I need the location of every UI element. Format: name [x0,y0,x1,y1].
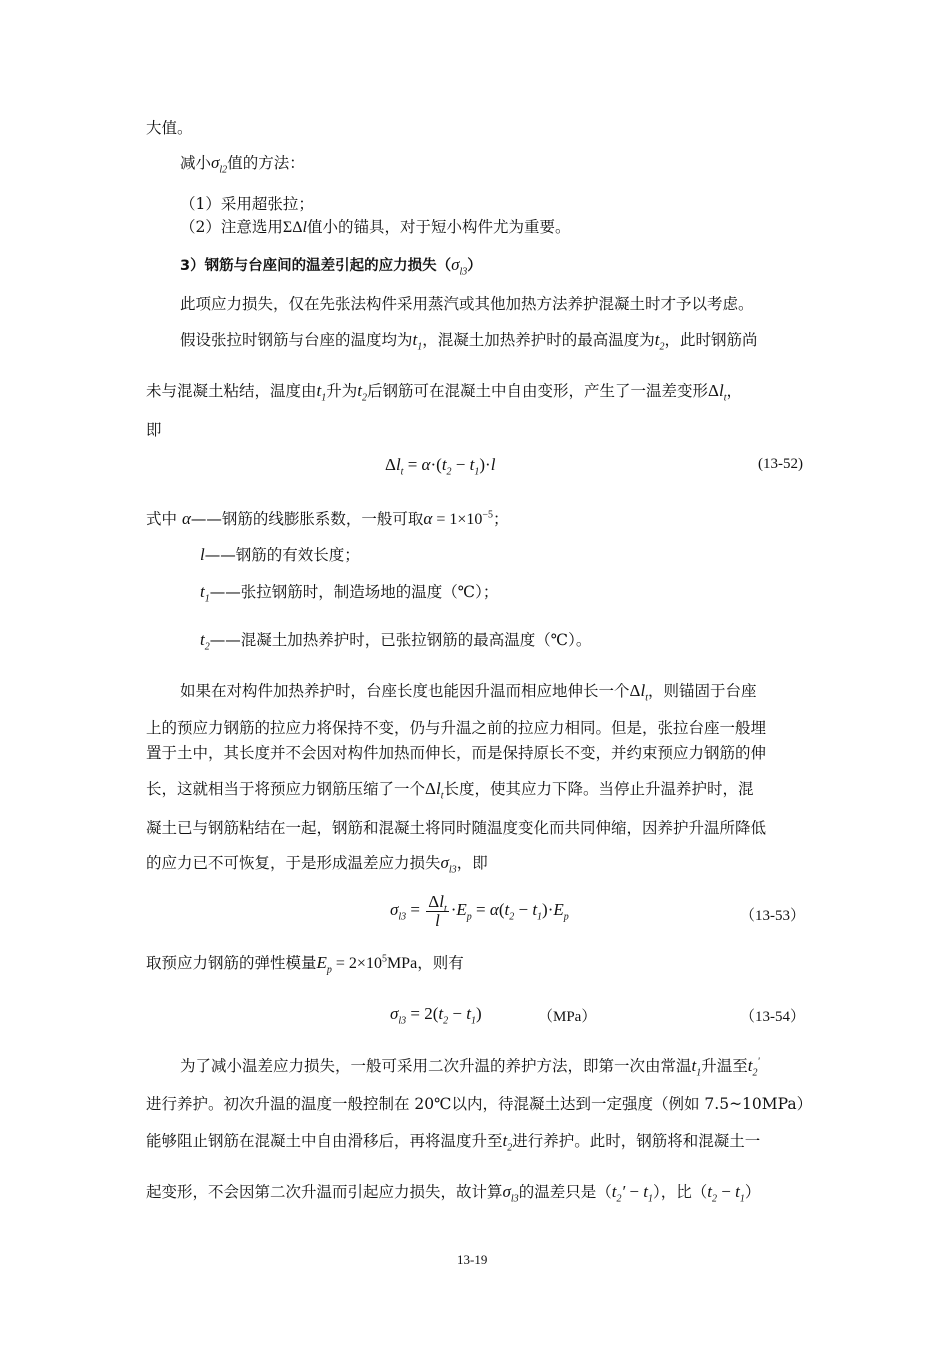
text-line: 置于土中，其长度并不会因对构件加热而伸长，而是保持原长不变，并约束预应力钢筋的伸 [146,744,767,762]
text-line: 的应力已不可恢复，于是形成温差应力损失$\sigma_{l3}$，即 [146,853,488,876]
text-line: 起变形，不会因第二次升温而引起应力损失，故计算$\sigma_{l3}$的温差只是$(t_2' - t_1)$，比$(t_2 - t_1)$ [146,1182,761,1205]
page-number: 13-19 [457,1252,488,1267]
text-line: 为了减小温差应力损失，一般可采用二次升温的养护方法，即第一次由常温$t_1$升温至$t_2'$ [180,1056,760,1079]
equation-number: （13-53） [740,908,805,924]
text-line: 如果在对构件加热养护时，台座长度也能因升温而相应地伸长一个$\Delta l_t$，则锚固于台座 [180,681,757,704]
text-line: 凝土已与钢筋粘结在一起，钢筋和混凝土将同时随温度变化而共同伸缩，因养护升温所降低 [146,819,767,837]
text-line: $t_1——$张拉钢筋时，制造场地的温度（℃）； [200,582,499,605]
text-line: 减小$\sigma_{l2}$值的方法： [180,153,305,176]
text-line: 取预应力钢筋的弹性模量$E_p = 2\times 10^5MPa$，则有 [146,953,464,976]
text-line: 上的预应力钢筋的拉应力将保持不变，仍与升温之前的拉应力相同。但是，张拉台座一般埋 [146,719,767,737]
text-line: 大值。 [146,119,193,137]
text-line: 长，这就相当于将预应力钢筋压缩了一个$\Delta l_t$长度，使其应力下降。当停止升温养护时，混 [146,779,754,802]
text-line: 未与混凝土粘结，温度由$t_1$升为$t_2$后钢筋可在混凝土中自由变形，产生了一温差变形$\Delta l_t$， [146,381,742,404]
text-line: 进行养护。初次升温的温度一般控制在 20℃以内，待混凝土达到一定强度（例如 7.5~10MPa） [146,1095,813,1113]
text-line: l——钢筋的有效长度； [200,545,360,564]
equation-unit: （MPa） [538,1009,597,1025]
text-line: 即 [146,421,162,439]
section-heading: 3）钢筋与台座间的温差引起的应力损失$(\sigma_{l3})$ [180,255,482,278]
equation-number: (13-52) [758,456,803,472]
text-line: 式中 α——钢筋的线膨胀系数，一般可取$\alpha = 1\times 10^{-5}$； [146,509,509,528]
text-line: 此项应力损失，仅在先张法构件采用蒸汽或其他加热方法养护混凝土时才予以考虑。 [180,295,754,313]
equation-number: （13-54） [740,1009,805,1025]
text-line: $t_2——$混凝土加热养护时，已张拉钢筋的最高温度（℃）。 [200,630,592,653]
text-line: （2）注意选用ΣΔl值小的锚具，对于短小构件尤为重要。 [180,218,571,236]
equation-13-52: $\Delta l_t = \alpha\cdot(t_2 - t_1)\cdot l$ [385,455,496,478]
text-line: 能够阻止钢筋在混凝土中自由滑移后，再将温度升至$t_2$进行养护。此时，钢筋将和混凝土一 [146,1131,761,1154]
equation-13-53: $\sigma_{l3}$ = $\frac{\Delta l_t}{l}$ $\cdot E_p = \alpha(t_2 - t_1)\cdot E_p$ [390,891,569,930]
equation-13-54: $\sigma_{l3} = 2(t_2 - t_1)$ [390,1004,482,1027]
text-line: 假设张拉时钢筋与台座的温度均为$t_1$，混凝土加热养护时的最高温度为$t_2$，此时钢筋尚 [180,330,758,353]
text-line: （1）采用超张拉； [180,195,314,213]
